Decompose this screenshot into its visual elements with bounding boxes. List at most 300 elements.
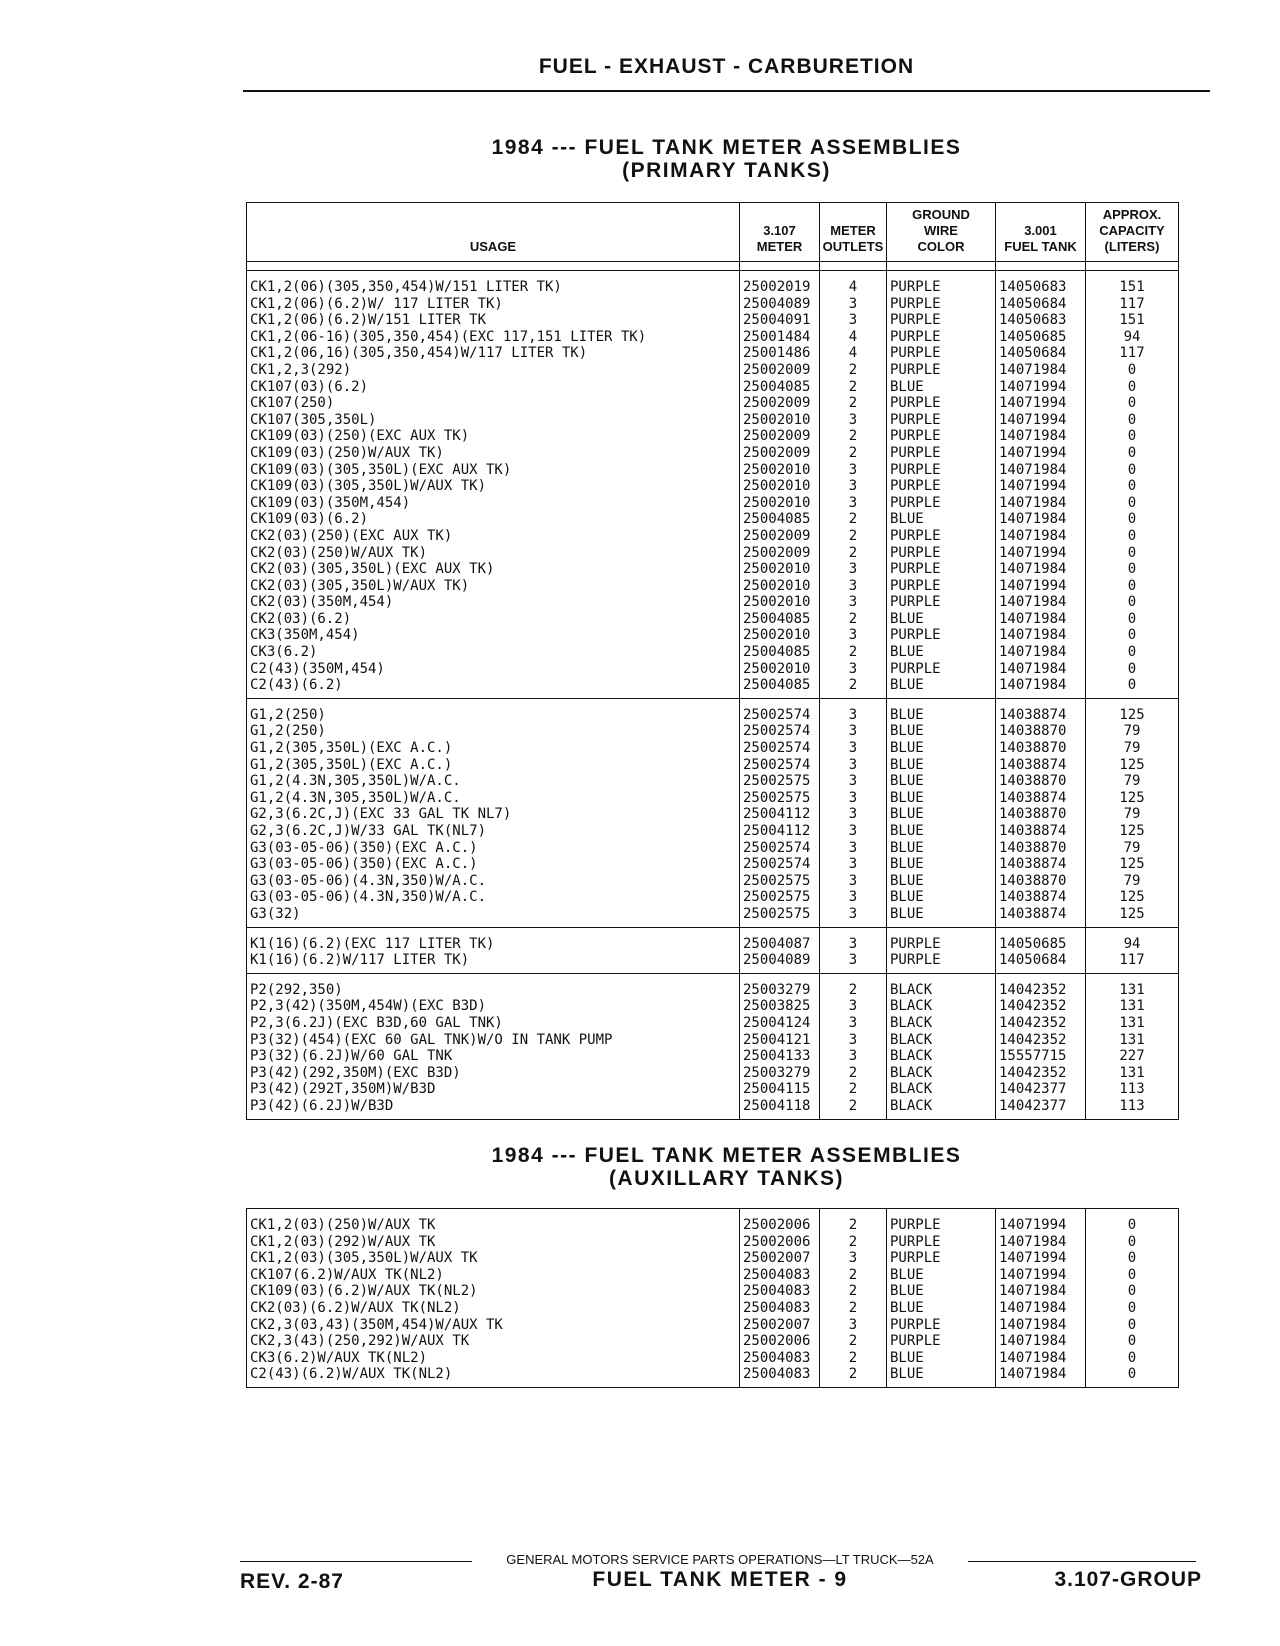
wire-color-cell: BLUE: [887, 379, 996, 396]
table-row: [247, 412, 1179, 429]
meter-part-cell: 25002007: [740, 1250, 820, 1267]
row-group-aux: [247, 1209, 1179, 1388]
meter-part-cell: 25002575: [740, 773, 820, 790]
table-row: [247, 561, 1179, 578]
fuel-tank-part-cell: 14050683: [996, 271, 1086, 296]
outlets-cell: 3: [820, 561, 887, 578]
fuel-tank-part-cell: 14071984: [996, 495, 1086, 512]
wire-color-cell: BLUE: [887, 773, 996, 790]
meter-part-cell: 25004085: [740, 644, 820, 661]
fuel-tank-part-cell: 14071984: [996, 511, 1086, 528]
usage-cell: CK1,2(06-16)(305,350,454)(EXC 117,151 LITER TK): [250, 328, 647, 345]
outlets-cell: 3: [820, 790, 887, 807]
usage-cell: CK1,2(06)(305,350,454)W/151 LITER TK): [250, 279, 562, 295]
usage-cell: CK1,2(06,16)(305,350,454)W/117 LITER TK): [250, 345, 588, 362]
fuel-tank-part-cell: 14042352: [996, 973, 1086, 998]
wire-color-cell: BLACK: [887, 1081, 996, 1098]
wire-color-cell: BLUE: [887, 1267, 996, 1284]
usage-cell: P2(292,350): [247, 973, 740, 998]
usage-cell: CK1,2(03)(305,350L)W/AUX TK: [250, 1250, 478, 1267]
outlets-cell: 2: [820, 1098, 887, 1119]
outlets-cell: 4: [820, 329, 887, 346]
capacity-cell: 94: [1086, 927, 1179, 952]
meter-part-cell: 25003279: [740, 973, 820, 998]
outlets-cell: 4: [820, 271, 887, 296]
table-row: [247, 462, 1179, 479]
wire-color-cell: BLACK: [887, 1098, 996, 1119]
meter-part-cell: 25002006: [740, 1333, 820, 1350]
fuel-tank-part-cell: 14050684: [996, 345, 1086, 362]
auxiliary-tanks-table: [246, 1208, 1179, 1388]
capacity-cell: 79: [1086, 806, 1179, 823]
meter-part-cell: 25002574: [740, 723, 820, 740]
wire-color-cell: PURPLE: [887, 412, 996, 429]
capacity-cell: 0: [1086, 1366, 1179, 1387]
usage-cell: C2(43)(6.2)W/AUX TK(NL2): [250, 1366, 453, 1383]
wire-color-cell: PURPLE: [887, 952, 996, 973]
meter-part-cell: 25002575: [740, 790, 820, 807]
wire-color-cell: BLACK: [887, 1065, 996, 1082]
meter-part-cell: 25002009: [740, 445, 820, 462]
wire-color-cell: PURPLE: [887, 395, 996, 412]
usage-cell: CK1,2(06)(6.2)W/151 LITER TK: [250, 312, 487, 329]
outlets-cell: 2: [820, 1267, 887, 1284]
table-row: [247, 1098, 1179, 1119]
wire-color-cell: BLACK: [887, 973, 996, 998]
fuel-tank-part-cell: 14042352: [996, 1032, 1086, 1049]
fuel-tank-part-cell: 14038870: [996, 806, 1086, 823]
footer-operations: GENERAL MOTORS SERVICE PARTS OPERATIONS—LT TRUCK—52A: [506, 1552, 934, 1567]
table-row: [247, 677, 1179, 698]
fuel-tank-part-cell: 14071984: [996, 661, 1086, 678]
meter-part-cell: 25002009: [740, 362, 820, 379]
usage-cell: CK2,3(43)(250,292)W/AUX TK: [250, 1333, 470, 1350]
capacity-cell: 0: [1086, 627, 1179, 644]
fuel-tank-part-cell: 14038870: [996, 873, 1086, 890]
usage-cell: P3(42)(292,350M)(EXC B3D): [250, 1064, 461, 1081]
usage-cell: P3(42)(6.2J)W/B3D: [250, 1097, 394, 1114]
page-header: FUEL - EXHAUST - CARBURETION: [538, 55, 915, 78]
capacity-cell: 125: [1086, 757, 1179, 774]
fuel-tank-part-cell: 14071994: [996, 545, 1086, 562]
meter-part-cell: 25002010: [740, 661, 820, 678]
table-row: [247, 1250, 1179, 1267]
usage-cell: CK2(03)(305,350L)(EXC AUX TK): [250, 561, 495, 578]
capacity-cell: 0: [1086, 1300, 1179, 1317]
outlets-cell: 2: [820, 428, 887, 445]
wire-color-cell: PURPLE: [887, 428, 996, 445]
table-row: [247, 611, 1179, 628]
outlets-cell: 3: [820, 296, 887, 313]
outlets-cell: 3: [820, 594, 887, 611]
wire-color-cell: PURPLE: [887, 329, 996, 346]
meter-part-cell: 25002010: [740, 594, 820, 611]
footer-revision: REV. 2-87: [240, 1570, 344, 1593]
usage-cell: CK109(03)(305,350L)(EXC AUX TK): [250, 461, 512, 478]
fuel-tank-part-cell: 14071994: [996, 1267, 1086, 1284]
capacity-cell: 125: [1086, 856, 1179, 873]
footer-rule-right: [968, 1561, 1196, 1562]
fuel-tank-part-cell: 14050685: [996, 927, 1086, 952]
capacity-cell: 131: [1086, 1065, 1179, 1082]
header-rule: [243, 90, 1210, 92]
usage-cell: CK1,2,3(292): [250, 361, 352, 378]
fuel-tank-part-cell: 14042377: [996, 1098, 1086, 1119]
fuel-tank-part-cell: 14071984: [996, 561, 1086, 578]
wire-color-cell: PURPLE: [887, 1317, 996, 1334]
usage-cell: G3(03-05-06)(4.3N,350)W/A.C.: [250, 872, 487, 889]
table-row: [247, 1234, 1179, 1251]
table-row: [247, 362, 1179, 379]
capacity-cell: 131: [1086, 973, 1179, 998]
table-row: [247, 1317, 1179, 1334]
wire-color-cell: PURPLE: [887, 345, 996, 362]
fuel-tank-part-cell: 14071984: [996, 1366, 1086, 1387]
meter-part-cell: 25002010: [740, 412, 820, 429]
fuel-tank-part-cell: 14071984: [996, 1333, 1086, 1350]
usage-cell: CK109(03)(250)(EXC AUX TK): [250, 428, 470, 445]
fuel-tank-part-cell: 14071984: [996, 677, 1086, 698]
capacity-cell: 0: [1086, 1267, 1179, 1284]
usage-cell: P2,3(6.2J)(EXC B3D,60 GAL TNK): [250, 1014, 503, 1031]
usage-cell: CK107(250): [250, 395, 335, 412]
table-row: [247, 1081, 1179, 1098]
usage-cell: CK3(6.2)W/AUX TK(NL2): [250, 1349, 428, 1366]
capacity-cell: 125: [1086, 906, 1179, 927]
capacity-cell: 79: [1086, 873, 1179, 890]
usage-cell: G3(32): [250, 905, 301, 922]
meter-part-cell: 25002010: [740, 495, 820, 512]
usage-cell: G1,2(305,350L)(EXC A.C.): [250, 740, 453, 757]
capacity-cell: 0: [1086, 412, 1179, 429]
meter-part-cell: 25004091: [740, 312, 820, 329]
footer-group: 3.107-GROUP: [1054, 1568, 1202, 1591]
primary-section-title: [243, 136, 1210, 182]
meter-part-cell: 25004083: [740, 1366, 820, 1387]
table-row: [247, 840, 1179, 857]
wire-color-cell: PURPLE: [887, 1209, 996, 1234]
fuel-tank-part-cell: 14038874: [996, 889, 1086, 906]
usage-cell: CK2(03)(305,350L)W/AUX TK): [250, 577, 470, 594]
outlets-cell: 2: [820, 1065, 887, 1082]
capacity-cell: 0: [1086, 428, 1179, 445]
fuel-tank-part-cell: 14071994: [996, 1250, 1086, 1267]
table-row: [247, 823, 1179, 840]
table-row: [247, 1267, 1179, 1284]
wire-color-cell: PURPLE: [887, 661, 996, 678]
table-row: [247, 1065, 1179, 1082]
capacity-cell: 94: [1086, 329, 1179, 346]
fuel-tank-part-cell: 14071984: [996, 1300, 1086, 1317]
table-row: [247, 1032, 1179, 1049]
usage-cell: CK1,2(06)(6.2)W/ 117 LITER TK): [250, 295, 503, 312]
outlets-cell: 2: [820, 511, 887, 528]
meter-part-cell: 25002575: [740, 906, 820, 927]
table-row: [247, 528, 1179, 545]
meter-part-cell: 25002010: [740, 627, 820, 644]
wire-color-cell: PURPLE: [887, 927, 996, 952]
capacity-cell: 131: [1086, 1032, 1179, 1049]
outlets-cell: 2: [820, 545, 887, 562]
column-header-usage: USAGE: [247, 203, 740, 262]
capacity-cell: 0: [1086, 495, 1179, 512]
table-row: [247, 1366, 1179, 1387]
meter-part-cell: 25004083: [740, 1300, 820, 1317]
usage-cell: CK107(6.2)W/AUX TK(NL2): [250, 1266, 444, 1283]
fuel-tank-part-cell: 14071994: [996, 578, 1086, 595]
usage-cell: G1,2(4.3N,305,350L)W/A.C.: [250, 773, 461, 790]
wire-color-cell: BLUE: [887, 698, 996, 723]
meter-part-cell: 25002006: [740, 1234, 820, 1251]
table-row: [247, 1333, 1179, 1350]
meter-part-cell: 25002574: [740, 740, 820, 757]
table-row: [247, 271, 1179, 296]
wire-color-cell: BLUE: [887, 906, 996, 927]
outlets-cell: 3: [820, 823, 887, 840]
meter-part-cell: 25004112: [740, 806, 820, 823]
usage-cell: CK107(305,350L): [250, 411, 377, 428]
table-row: [247, 379, 1179, 396]
usage-cell: CK2(03)(6.2)W/AUX TK(NL2): [250, 1299, 461, 1316]
wire-color-cell: BLUE: [887, 856, 996, 873]
usage-cell: CK2(03)(6.2): [250, 610, 352, 627]
usage-cell: P3(42)(292T,350M)W/B3D: [250, 1081, 436, 1098]
fuel-tank-part-cell: 14038870: [996, 740, 1086, 757]
meter-part-cell: 25002010: [740, 561, 820, 578]
usage-cell: CK109(03)(6.2): [250, 511, 369, 528]
meter-part-cell: 25002575: [740, 873, 820, 890]
fuel-tank-part-cell: 14071984: [996, 462, 1086, 479]
table-row: [247, 296, 1179, 313]
usage-cell: CK1,2(03)(292)W/AUX TK: [250, 1233, 436, 1250]
meter-part-cell: 25003279: [740, 1065, 820, 1082]
outlets-cell: 4: [820, 345, 887, 362]
capacity-cell: 0: [1086, 362, 1179, 379]
header-spacer-row: [247, 262, 1179, 271]
fuel-tank-part-cell: 14071984: [996, 528, 1086, 545]
row-group-p: [247, 973, 1179, 1119]
capacity-cell: 131: [1086, 998, 1179, 1015]
table-row: [247, 1015, 1179, 1032]
fuel-tank-part-cell: 14071984: [996, 1350, 1086, 1367]
outlets-cell: 3: [820, 773, 887, 790]
outlets-cell: 3: [820, 757, 887, 774]
table-row: [247, 1350, 1179, 1367]
meter-part-cell: 25002010: [740, 478, 820, 495]
fuel-tank-part-cell: 14071994: [996, 412, 1086, 429]
table-row: [247, 395, 1179, 412]
fuel-tank-part-cell: 14071994: [996, 379, 1086, 396]
capacity-cell: 0: [1086, 561, 1179, 578]
fuel-tank-part-cell: 14038874: [996, 856, 1086, 873]
outlets-cell: 3: [820, 412, 887, 429]
wire-color-cell: PURPLE: [887, 561, 996, 578]
table-row: [247, 723, 1179, 740]
table-row: [247, 998, 1179, 1015]
capacity-cell: 0: [1086, 395, 1179, 412]
usage-cell: C2(43)(6.2): [250, 677, 343, 694]
wire-color-cell: BLUE: [887, 644, 996, 661]
usage-cell: CK109(03)(250)W/AUX TK): [250, 444, 444, 461]
fuel-tank-part-cell: 14038870: [996, 773, 1086, 790]
outlets-cell: 2: [820, 1366, 887, 1387]
column-header-fuel-tank: 3.001 FUEL TANK: [996, 203, 1086, 262]
table-row: [247, 594, 1179, 611]
fuel-tank-part-cell: 14038874: [996, 823, 1086, 840]
fuel-tank-part-cell: 14071984: [996, 362, 1086, 379]
capacity-cell: 0: [1086, 611, 1179, 628]
usage-cell: G1,2(305,350L)(EXC A.C.): [250, 756, 453, 773]
wire-color-cell: BLUE: [887, 611, 996, 628]
wire-color-cell: BLUE: [887, 790, 996, 807]
usage-cell: K1(16)(6.2)(EXC 117 LITER TK): [247, 927, 740, 952]
fuel-tank-part-cell: 14071994: [996, 1209, 1086, 1234]
table-row: [247, 478, 1179, 495]
usage-cell: G2,3(6.2C,J)W/33 GAL TK(NL7): [250, 823, 487, 839]
meter-part-cell: 25004083: [740, 1267, 820, 1284]
usage-cell: CK109(03)(6.2)W/AUX TK(NL2): [250, 1283, 478, 1300]
meter-part-cell: 25004124: [740, 1015, 820, 1032]
capacity-cell: 0: [1086, 594, 1179, 611]
capacity-cell: 117: [1086, 952, 1179, 973]
capacity-cell: 227: [1086, 1048, 1179, 1065]
meter-part-cell: 25002574: [740, 840, 820, 857]
usage-cell: P3(32)(454)(EXC 60 GAL TNK)W/O IN TANK PUMP: [250, 1031, 613, 1048]
table-row: [247, 1048, 1179, 1065]
fuel-tank-part-cell: 14038870: [996, 723, 1086, 740]
wire-color-cell: BLUE: [887, 806, 996, 823]
auxiliary-title-line2: (AUXILLARY TANKS): [608, 1167, 845, 1190]
outlets-cell: 2: [820, 611, 887, 628]
wire-color-cell: PURPLE: [887, 362, 996, 379]
outlets-cell: 3: [820, 698, 887, 723]
outlets-cell: 3: [820, 462, 887, 479]
table-row: [247, 312, 1179, 329]
capacity-cell: 0: [1086, 379, 1179, 396]
wire-color-cell: PURPLE: [887, 528, 996, 545]
fuel-tank-part-cell: 14071994: [996, 445, 1086, 462]
fuel-tank-part-cell: 14042377: [996, 1081, 1086, 1098]
usage-cell: G3(03-05-06)(350)(EXC A.C.): [250, 839, 478, 856]
meter-part-cell: 25002019: [740, 271, 820, 296]
usage-cell: CK2,3(03,43)(350M,454)W/AUX TK: [250, 1316, 503, 1333]
meter-part-cell: 25004133: [740, 1048, 820, 1065]
meter-part-cell: 25004085: [740, 511, 820, 528]
capacity-cell: 113: [1086, 1098, 1179, 1119]
wire-color-cell: BLUE: [887, 677, 996, 698]
table-row: [247, 627, 1179, 644]
fuel-tank-part-cell: 14071984: [996, 611, 1086, 628]
table-row: [247, 1300, 1179, 1317]
outlets-cell: 2: [820, 379, 887, 396]
outlets-cell: 2: [820, 1234, 887, 1251]
capacity-cell: 0: [1086, 1283, 1179, 1300]
capacity-cell: 0: [1086, 677, 1179, 698]
meter-part-cell: 25004112: [740, 823, 820, 840]
table-row: [247, 952, 1179, 973]
table-row: [247, 578, 1179, 595]
capacity-cell: 125: [1086, 698, 1179, 723]
fuel-tank-part-cell: 14050684: [996, 296, 1086, 313]
wire-color-cell: BLUE: [887, 823, 996, 840]
outlets-cell: 3: [820, 1317, 887, 1334]
capacity-cell: 79: [1086, 773, 1179, 790]
table-row: [247, 495, 1179, 512]
outlets-cell: 3: [820, 873, 887, 890]
meter-part-cell: 25004121: [740, 1032, 820, 1049]
meter-part-cell: 25002010: [740, 578, 820, 595]
meter-part-cell: 25002574: [740, 757, 820, 774]
meter-part-cell: 25002006: [740, 1209, 820, 1234]
outlets-cell: 3: [820, 578, 887, 595]
wire-color-cell: PURPLE: [887, 1234, 996, 1251]
usage-cell: G1,2(250): [250, 723, 326, 740]
usage-cell: CK2(03)(250)(EXC AUX TK): [250, 527, 453, 544]
capacity-cell: 0: [1086, 1250, 1179, 1267]
table-row: [247, 773, 1179, 790]
meter-part-cell: 25002007: [740, 1317, 820, 1334]
table-row: [247, 790, 1179, 807]
capacity-cell: 131: [1086, 1015, 1179, 1032]
meter-part-cell: 25004087: [740, 927, 820, 952]
outlets-cell: 2: [820, 677, 887, 698]
usage-cell: P2,3(42)(350M,454W)(EXC B3D): [250, 998, 487, 1015]
capacity-cell: 0: [1086, 445, 1179, 462]
meter-part-cell: 25004085: [740, 677, 820, 698]
wire-color-cell: BLACK: [887, 998, 996, 1015]
capacity-cell: 79: [1086, 723, 1179, 740]
wire-color-cell: BLACK: [887, 1015, 996, 1032]
wire-color-cell: PURPLE: [887, 594, 996, 611]
footer-rule-left: [240, 1561, 472, 1562]
table-row: [247, 856, 1179, 873]
meter-part-cell: 25002574: [740, 698, 820, 723]
wire-color-cell: PURPLE: [887, 545, 996, 562]
meter-part-cell: 25002575: [740, 889, 820, 906]
wire-color-cell: BLUE: [887, 840, 996, 857]
capacity-cell: 0: [1086, 511, 1179, 528]
wire-color-cell: BLUE: [887, 1283, 996, 1300]
usage-cell: G3(03-05-06)(4.3N,350)W/A.C.: [250, 889, 487, 906]
fuel-tank-part-cell: 14071984: [996, 644, 1086, 661]
primary-title-line2: (PRIMARY TANKS): [622, 159, 831, 182]
table-header-row: [247, 203, 1179, 262]
outlets-cell: 3: [820, 1250, 887, 1267]
table-row: [247, 889, 1179, 906]
wire-color-cell: BLUE: [887, 1366, 996, 1387]
primary-title-line1: 1984 --- FUEL TANK METER ASSEMBLIES: [491, 136, 962, 159]
outlets-cell: 2: [820, 1333, 887, 1350]
fuel-tank-part-cell: 14038874: [996, 906, 1086, 927]
wire-color-cell: PURPLE: [887, 478, 996, 495]
capacity-cell: 0: [1086, 1350, 1179, 1367]
capacity-cell: 0: [1086, 661, 1179, 678]
fuel-tank-part-cell: 14038874: [996, 698, 1086, 723]
table-row: [247, 445, 1179, 462]
outlets-cell: 3: [820, 1015, 887, 1032]
fuel-tank-part-cell: 14042352: [996, 1015, 1086, 1032]
outlets-cell: 3: [820, 661, 887, 678]
fuel-tank-part-cell: 14038874: [996, 757, 1086, 774]
outlets-cell: 2: [820, 1350, 887, 1367]
usage-cell: CK109(03)(305,350L)W/AUX TK): [250, 478, 487, 495]
table-row: [247, 428, 1179, 445]
wire-color-cell: PURPLE: [887, 627, 996, 644]
outlets-cell: 3: [820, 495, 887, 512]
primary-tanks-table: [246, 202, 1179, 1120]
outlets-cell: 2: [820, 362, 887, 379]
table-row: [247, 873, 1179, 890]
